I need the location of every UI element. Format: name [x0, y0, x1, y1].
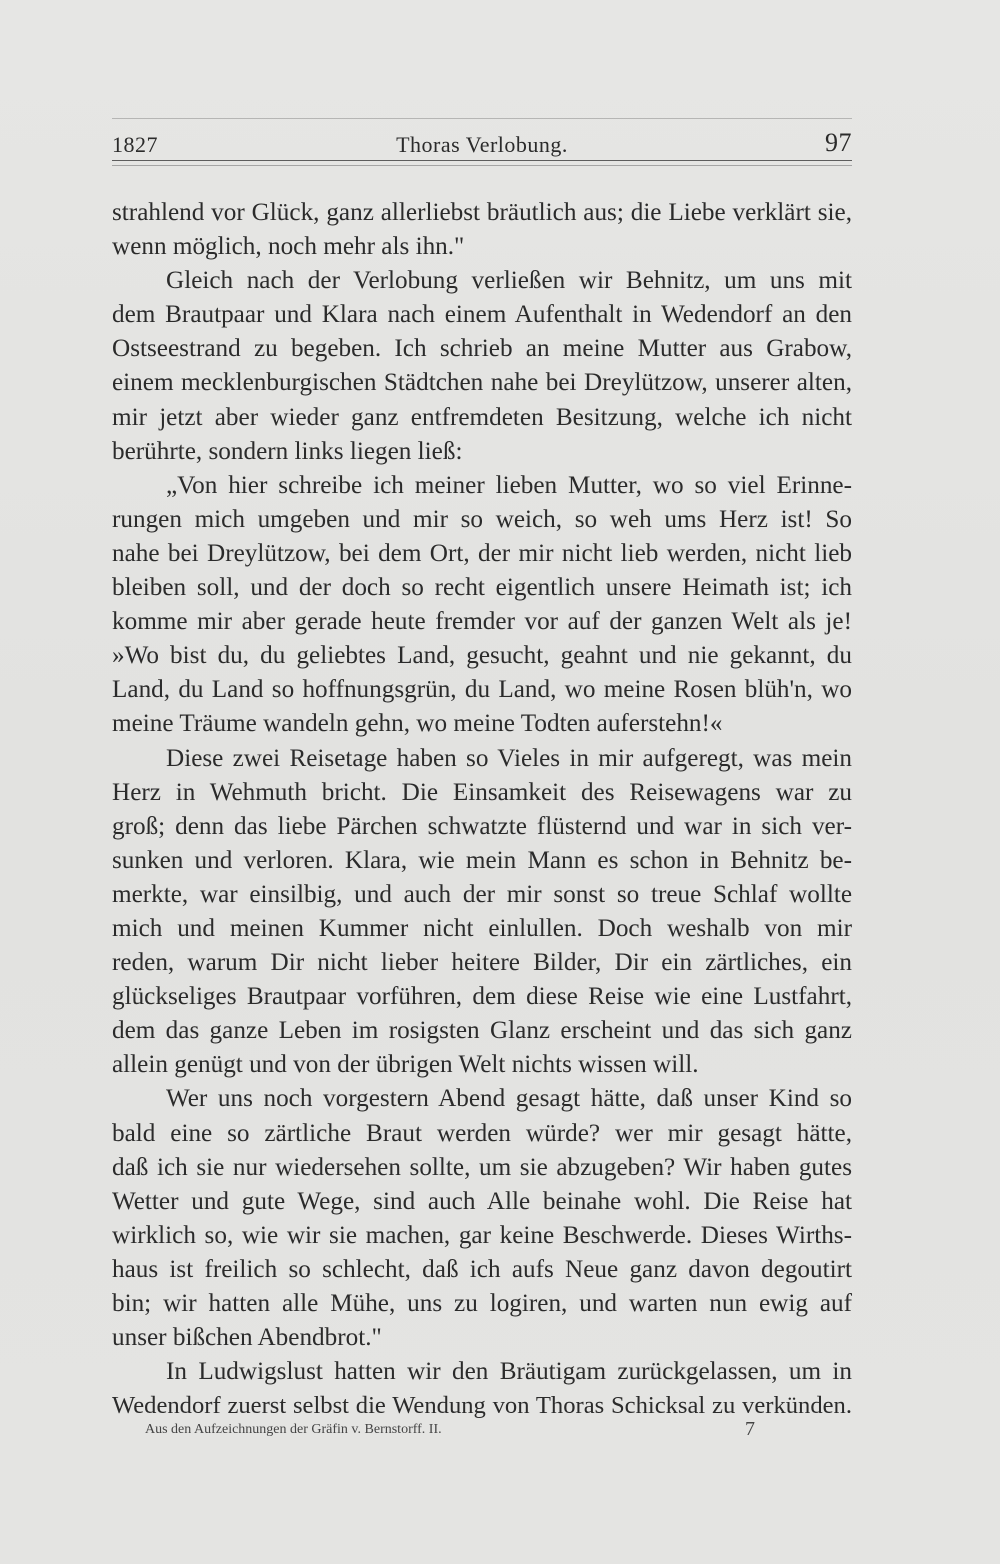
text-line: In Ludwigslust hatten wir den Bräutigam zurückgelassen, um in — [166, 1358, 852, 1386]
text-line: merkte, war einsilbig, und auch der mir sonst so treue Schlaf wollte — [112, 880, 852, 908]
header-rule — [112, 160, 852, 161]
text-line: glückseliges Brautpaar vorführen, dem diese Reise wie eine Lustfahrt, — [112, 983, 852, 1011]
text-line: »Wo bist du, du geliebtes Land, gesucht, geahnt und nie gekannt, du — [112, 642, 852, 670]
text-line: strahlend vor Glück, ganz allerliebst bräutlich aus; die Liebe verklärt sie, — [112, 199, 852, 226]
text-line: Land, du Land so hoffnungsgrün, du Land, wo meine Rosen blüh'n, wo — [112, 676, 852, 704]
text-line: mich und meinen Kummer nicht einlullen. Doch weshalb von mir — [112, 914, 852, 942]
text-line: reden, warum Dir nicht lieber heitere Bilder, Dir ein zärtliches, ein — [112, 949, 852, 977]
text-line: dem Brautpaar und Klara nach einem Aufenthalt in Wedendorf an den — [112, 301, 852, 329]
text-line: allein genügt und von der übrigen Welt nichts wissen will. — [112, 1051, 699, 1079]
text-line: wirklich so, wie wir sie machen, gar keine Beschwerde. Dieses Wirths- — [112, 1221, 852, 1249]
text-line: bin; wir hatten alle Mühe, uns zu logiren, und warten nun ewig auf — [112, 1290, 852, 1317]
text-line: groß; denn das liebe Pärchen schwatzte flüsternd und war in sich ver- — [112, 812, 852, 840]
header-title: Thoras Verlobung. — [396, 132, 568, 157]
text-line: komme mir aber gerade heute fremder vor auf der ganzen Welt als je! — [112, 608, 852, 636]
text-line: „Von hier schreibe ich meiner lieben Mutter, wo so viel Erinne- — [166, 471, 852, 499]
text-line: nahe bei Dreylützow, bei dem Ort, der mir nicht lieb werden, nicht lieb — [112, 539, 852, 567]
text-line: meine Träume wandeln gehn, wo meine Todten auferstehn!« — [112, 710, 723, 738]
header-year: 1827 — [112, 132, 158, 157]
text-line: berührte, sondern links liegen ließ: — [112, 437, 463, 465]
text-line: wenn möglich, noch mehr als ihn." — [112, 233, 465, 261]
text-line: haus ist freilich so schlecht, daß ich aufs Neue ganz davon degoutirt — [112, 1255, 852, 1283]
header-rule-secondary — [112, 165, 852, 166]
text-line: Wer uns noch vorgestern Abend gesagt hätte, daß unser Kind so — [166, 1085, 852, 1113]
text-line: daß ich sie nur wiedersehen sollte, um sie abzugeben? Wir haben gutes — [112, 1153, 852, 1181]
page-number: 97 — [825, 128, 852, 157]
text-line: mir jetzt aber wieder ganz entfremdeten Besitzung, welche ich nicht — [112, 403, 852, 431]
text-line: Diese zwei Reisetage haben so Vieles in mir aufgeregt, was mein — [166, 744, 852, 772]
top-faint-rule — [112, 118, 852, 119]
text-line: bald eine so zärtliche Braut werden würde? wer mir gesagt hätte, — [112, 1119, 852, 1147]
book-info: Aus den Aufzeichnungen der Gräfin v. Bernstorff. II. — [145, 1422, 442, 1437]
text-line: Gleich nach der Verlobung verließen wir Behnitz, um uns mit — [166, 267, 852, 295]
text-line: unser bißchen Abendbrot." — [112, 1324, 382, 1352]
running-header — [112, 122, 852, 162]
text-line: Ostseestrand zu begeben. Ich schrieb an meine Mutter aus Grabow, — [112, 335, 852, 363]
text-line: sunken und verloren. Klara, wie mein Mann es schon in Behnitz be- — [112, 846, 852, 874]
text-line: einem mecklenburgischen Städtchen nahe bei Dreylützow, unserer alten, — [112, 369, 852, 397]
text-line: Wedendorf zuerst selbst die Wendung von Thoras Schicksal zu verkünden. — [112, 1392, 852, 1420]
text-line: Herz in Wehmuth bricht. Die Einsamkeit des Reisewagens war zu — [112, 778, 852, 806]
text-line: Wetter und gute Wege, sind auch Alle beinahe wohl. Die Reise hat — [112, 1187, 852, 1215]
body-text — [112, 196, 852, 1423]
text-line: dem das ganze Leben im rosigsten Glanz erscheint und das sich ganz — [112, 1017, 852, 1045]
text-line: bleiben soll, und der doch so recht eigentlich unsere Heimath ist; ich — [112, 574, 852, 602]
signature-mark: 7 — [745, 1418, 755, 1440]
text-line: rungen mich umgeben und mir so weich, so weh ums Herz ist! So — [112, 505, 852, 533]
